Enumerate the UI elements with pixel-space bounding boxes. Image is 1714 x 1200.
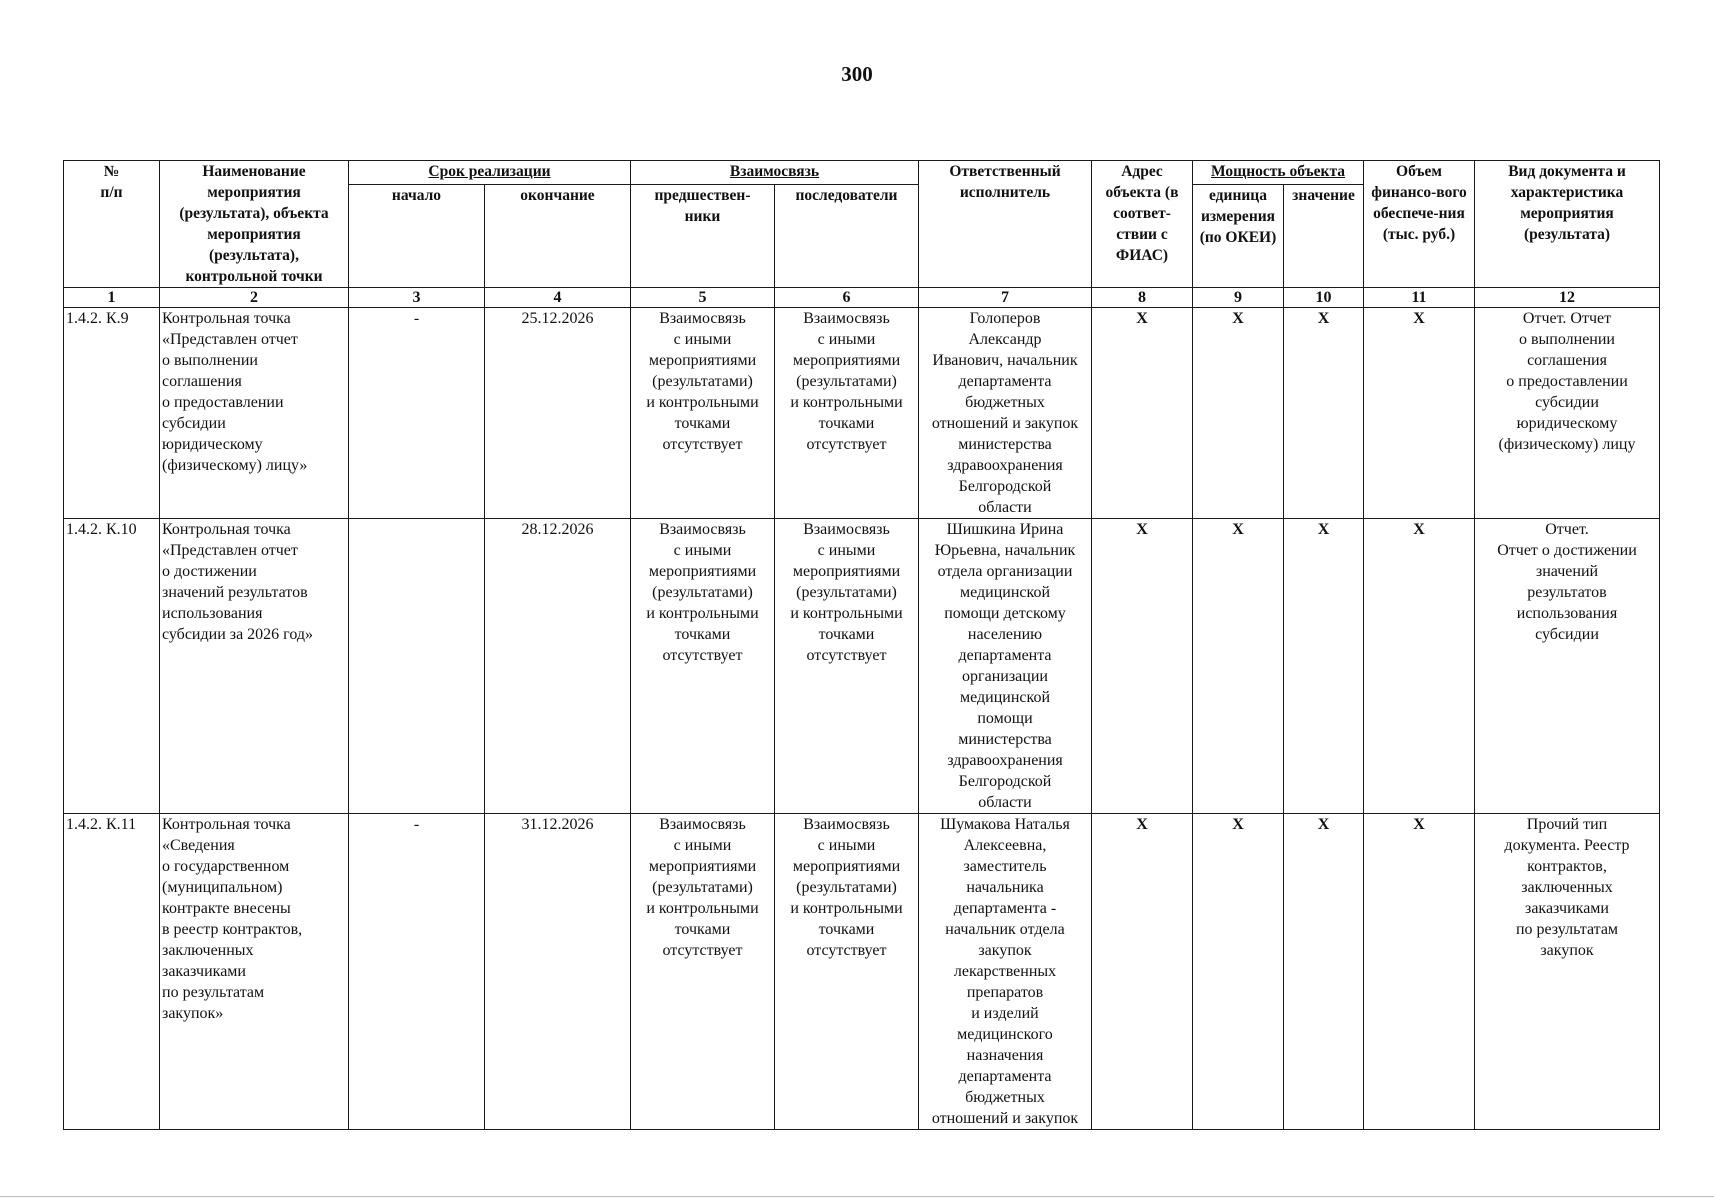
cell-pred: Взаимосвязь с иными мероприятиями (результатами) и контрольными точками отсутствует xyxy=(631,519,775,814)
col-number: 12 xyxy=(1475,288,1660,308)
cell-succ: Взаимосвязь с иными мероприятиями (результатами) и контрольными точками отсутствует xyxy=(775,308,919,519)
cell-start: - xyxy=(349,814,485,1130)
cell-end: 31.12.2026 xyxy=(485,814,631,1130)
cell-address: Х xyxy=(1092,814,1193,1130)
col-number: 5 xyxy=(631,288,775,308)
header-capacity-value: значение xyxy=(1284,184,1364,287)
col-number: 9 xyxy=(1193,288,1284,308)
col-number: 7 xyxy=(919,288,1092,308)
header-link-group: Взаимосвязь xyxy=(631,161,919,185)
header-address: Адрес объекта (в соответ-ствии с ФИАС) xyxy=(1092,161,1193,288)
cell-address: Х xyxy=(1092,519,1193,814)
cell-value: Х xyxy=(1284,519,1364,814)
col-number: 10 xyxy=(1284,288,1364,308)
col-number: 4 xyxy=(485,288,631,308)
header-doctype: Вид документа и характеристика мероприятия (результата) xyxy=(1475,161,1660,288)
cell-name: Контрольная точка «Представлен отчет о достижении значений результатов использования субсидии за 2026 год» xyxy=(160,519,349,814)
cell-name: Контрольная точка «Сведения о государственном (муниципальном) контракте внесены в реестр контрактов, заключенных заказчиками по результатам закупок» xyxy=(160,814,349,1130)
cell-finance: Х xyxy=(1364,814,1475,1130)
cell-doc: Прочий тип документа. Реестр контрактов, заключенных заказчиками по результатам закупок xyxy=(1475,814,1660,1130)
cell-doc: Отчет. Отчет о выполнении соглашения о предоставлении субсидии юридическому (физическому) лицу xyxy=(1475,308,1660,519)
page-number: 300 xyxy=(841,62,873,86)
cell-unit: Х xyxy=(1193,308,1284,519)
cell-name: Контрольная точка «Представлен отчет о выполнении соглашения о предоставлении субсидии юридическому (физическому) лицу» xyxy=(160,308,349,519)
cell-responsible: Голоперов Александр Иванович, начальник департамента бюджетных отношений и закупок министерства здравоохранения Белгородской области xyxy=(919,308,1092,519)
cell-value: Х xyxy=(1284,814,1364,1130)
cell-unit: Х xyxy=(1193,814,1284,1130)
cell-end: 28.12.2026 xyxy=(485,519,631,814)
cell-pred: Взаимосвязь с иными мероприятиями (результатами) и контрольными точками отсутствует xyxy=(631,814,775,1130)
col-number: 8 xyxy=(1092,288,1193,308)
cell-finance: Х xyxy=(1364,519,1475,814)
header-capacity-unit: единица измерения (по ОКЕИ) xyxy=(1193,184,1284,287)
cell-address: Х xyxy=(1092,308,1193,519)
header-capacity-group: Мощность объекта xyxy=(1193,161,1364,185)
header-link-succ: последователи xyxy=(775,184,919,287)
cell-start: - xyxy=(349,308,485,519)
table-row xyxy=(64,519,1660,814)
scan-edge-line xyxy=(0,1196,1714,1197)
col-number: 3 xyxy=(349,288,485,308)
col-number: 6 xyxy=(775,288,919,308)
cell-num: 1.4.2. К.9 xyxy=(64,308,160,519)
cell-responsible: Шумакова Наталья Алексеевна, заместитель начальника департамента - начальник отдела закупок лекарственных препаратов и изделий медицинского назначения департамента бюджетных отношений и закупок xyxy=(919,814,1092,1130)
cell-succ: Взаимосвязь с иными мероприятиями (результатами) и контрольными точками отсутствует xyxy=(775,519,919,814)
cell-succ: Взаимосвязь с иными мероприятиями (результатами) и контрольными точками отсутствует xyxy=(775,814,919,1130)
control-points-table xyxy=(63,160,1660,1130)
col-number: 11 xyxy=(1364,288,1475,308)
cell-start xyxy=(349,519,485,814)
table-row xyxy=(64,308,1660,519)
header-num: № п/п xyxy=(64,161,160,288)
cell-num: 1.4.2. К.11 xyxy=(64,814,160,1130)
header-responsible: Ответственный исполнитель xyxy=(919,161,1092,288)
cell-num: 1.4.2. К.10 xyxy=(64,519,160,814)
cell-finance: Х xyxy=(1364,308,1475,519)
header-name: Наименование мероприятия (результата), объекта мероприятия (результата), контрольной точки xyxy=(160,161,349,288)
header-finance: Объем финансо-вого обеспече-ния (тыс. руб.) xyxy=(1364,161,1475,288)
header-term-start: начало xyxy=(349,184,485,287)
cell-value: Х xyxy=(1284,308,1364,519)
cell-responsible: Шишкина Ирина Юрьевна, начальник отдела организации медицинской помощи детскому населению департамента организации медицинской помощи министерства здравоохранения Белгородской области xyxy=(919,519,1092,814)
cell-pred: Взаимосвязь с иными мероприятиями (результатами) и контрольными точками отсутствует xyxy=(631,308,775,519)
column-numbers-row xyxy=(64,288,1660,308)
table-row xyxy=(64,814,1660,1130)
col-number: 1 xyxy=(64,288,160,308)
header-link-pred: предшествен- ники xyxy=(631,184,775,287)
cell-end: 25.12.2026 xyxy=(485,308,631,519)
cell-doc: Отчет. Отчет о достижении значений результатов использования субсидии xyxy=(1475,519,1660,814)
col-number: 2 xyxy=(160,288,349,308)
header-term-group: Срок реализации xyxy=(349,161,631,185)
cell-unit: Х xyxy=(1193,519,1284,814)
header-term-end: окончание xyxy=(485,184,631,287)
